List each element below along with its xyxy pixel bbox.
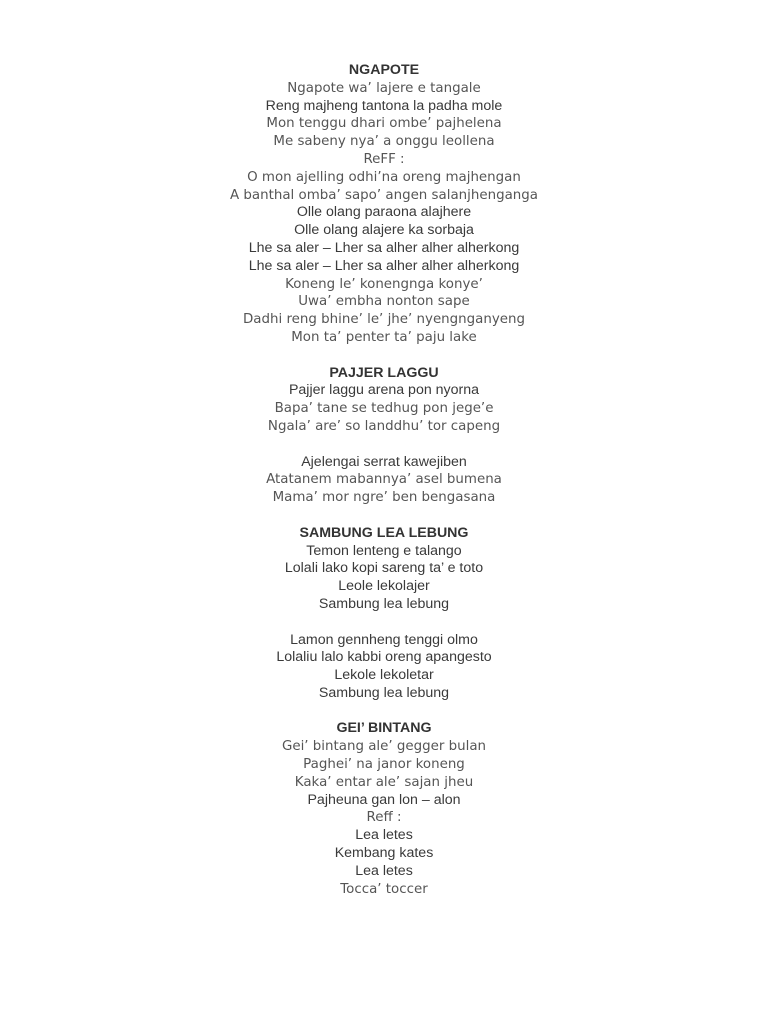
- song-title: GEI’ BINTANG: [336, 720, 432, 737]
- lyric-line: Pajheuna gan lon – alon: [307, 791, 461, 808]
- lyric-line: Dadhi reng bhine’ le’ jhe’ nyengnganyeng: [242, 312, 525, 328]
- lyric-line: Ngapote wa’ lajere e tangale: [287, 80, 481, 96]
- lyric-line: Lekole lekoletar: [334, 667, 434, 684]
- refrain-label: ReFF :: [363, 151, 405, 167]
- lyric-line: Reng majheng tantona la padha mole: [265, 97, 503, 114]
- lyric-line: Sambung lea lebung: [318, 595, 450, 612]
- lyric-line: Olle olang alajere ka sorbaja: [294, 222, 474, 239]
- lyric-line: Sambung lea lebung: [318, 684, 450, 701]
- lyric-line: Me sabeny nya’ a onggu leollena: [273, 134, 495, 150]
- lyric-line: Mama’ mor ngre’ ben bengasana: [272, 490, 496, 506]
- lyric-line: Kaka’ entar ale’ sajan jheu: [294, 774, 474, 790]
- lyric-line: Mon ta’ penter ta’ paju lake: [291, 329, 477, 345]
- lyric-line: Pajjer laggu arena pon nyorna: [288, 382, 480, 399]
- lyric-line: Temon lenteng e talango: [306, 542, 462, 559]
- lyric-line: Atatanem mabannya’ asel bumena: [266, 472, 502, 488]
- song-title: PAJJER LAGGU: [329, 364, 439, 381]
- lyric-line: Uwa’ embha nonton sape: [298, 294, 470, 310]
- lyric-line: Lea letes: [355, 827, 413, 844]
- lyric-line: Mon tenggu dhari ombe’ pajhelena: [266, 116, 502, 132]
- lyric-line: Lamon gennheng tenggi olmo: [290, 631, 478, 648]
- lyric-line: Leole lekolajer: [338, 578, 430, 595]
- stanza-gap: [0, 347, 768, 365]
- lyric-line: Lea letes: [355, 862, 413, 879]
- lyric-line: Olle olang paraona alajhere: [296, 204, 472, 221]
- lyric-line: Kembang kates: [334, 845, 434, 862]
- lyric-line: Ajelengai serrat kawejiben: [301, 453, 467, 470]
- refrain-label: Reff :: [366, 810, 402, 826]
- lyric-line: Paghei’ na janor koneng: [303, 757, 465, 773]
- lyric-line: A banthal omba’ sapo’ angen salanjhenganga: [230, 187, 538, 203]
- stanza-gap: [0, 614, 768, 632]
- song-title: NGAPOTE: [348, 62, 420, 78]
- lyric-line: Ngala’ are’ so landdhu’ tor capeng: [267, 418, 501, 434]
- stanza-gap: [0, 703, 768, 721]
- lyric-line: Bapa’ tane se tedhug pon jege’e: [274, 401, 494, 417]
- lyric-line: Gei’ bintang ale’ gegger bulan: [281, 739, 487, 755]
- lyric-line: Lolaliu lalo kabbi oreng apangesto: [276, 649, 492, 666]
- lyric-line: O mon ajelling odhi’na oreng majhengan: [247, 169, 521, 185]
- lyric-line: Lhe sa aler – Lher sa alher alher alherkong: [248, 257, 520, 274]
- lyric-line: Lhe sa aler – Lher sa alher alher alherkong: [248, 239, 520, 256]
- lyric-line: Lolali lako kopi sareng ta’ e toto: [284, 560, 484, 577]
- lyric-line: Tocca’ toccer: [340, 881, 428, 897]
- song-title: SAMBUNG LEA LEBUNG: [299, 524, 469, 541]
- stanza-gap: [0, 436, 768, 454]
- lyric-line: Koneng le’ konengnga konye’: [285, 276, 483, 292]
- stanza-gap: [0, 507, 768, 525]
- lyrics-document: [0, 62, 768, 898]
